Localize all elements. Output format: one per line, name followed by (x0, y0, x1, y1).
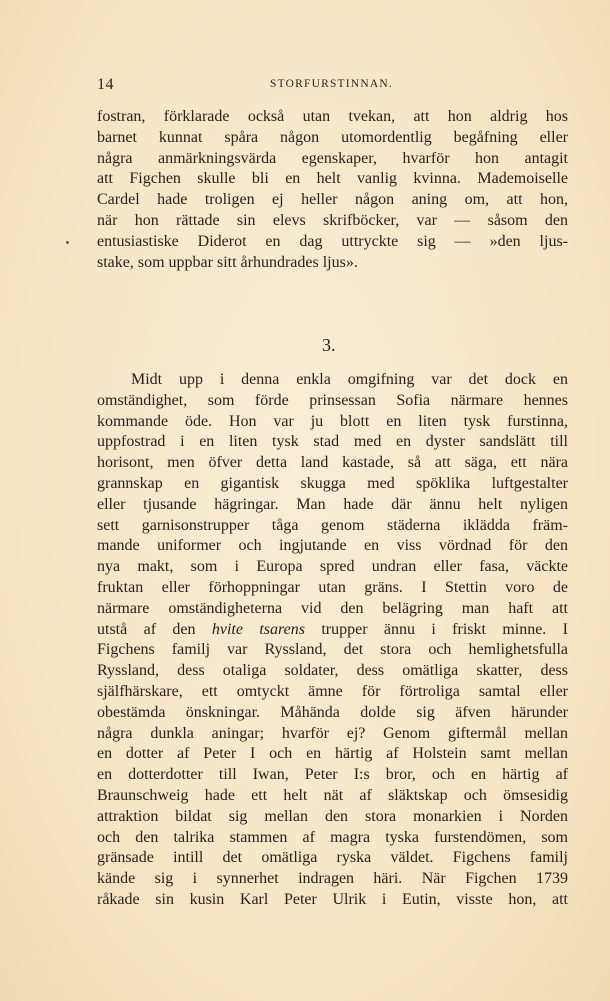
text-line: råkade sin kusin Karl Peter Ulrik i Eutin, visste hon, att (97, 890, 568, 908)
text-line: Figchens familj var Ryssland, det stora och hemlighetsfulla (97, 641, 568, 659)
text-line: och den talrika stammen af magra tyska furstendömen, som (97, 828, 568, 846)
text-line: horisont, men öfver detta land kastade, så att säga, ett nära (97, 454, 568, 472)
text-line: själfhärskare, ett omtyckt ämne för förtroliga samtal eller (97, 682, 568, 700)
text-line: mande uniformer och ingjutande en viss vördnad för den (97, 537, 568, 555)
text-line: fruktan eller förhoppningar utan gräns. I Stettin voro de (97, 578, 568, 596)
text-line: entusiastiske Diderot en dag uttryckte sig — »den ljus- (97, 232, 568, 250)
text-line: närmare omständigheterna vid den belägring man haft att (97, 599, 568, 617)
text-line: kände sig i synnerhet indragen häri. När Figchen 1739 (97, 870, 568, 888)
text-line: kommande öde. Hon var ju blott en liten tysk furstinna, (97, 412, 568, 430)
section-paragraph (97, 370, 568, 911)
italic-phrase: hvite tsarens (211, 620, 305, 638)
text-line: Braunschweig hade ett helt nät af släktskap och ömsesidig (97, 786, 568, 804)
text-line: Midt upp i denna enkla omgifning var det dock en (131, 371, 568, 388)
text-line: en dotter af Peter I och en härtig af Holstein samt mellan (97, 745, 568, 763)
text-line: stake, som uppbar sitt århundrades ljus». (97, 253, 358, 271)
running-head (97, 76, 567, 96)
text-line: sett garnisonstrupper tåga genom städerna iklädda främ- (97, 516, 568, 534)
section-number: 3. (322, 335, 336, 355)
text-line: omständighet, som förde prinsessan Sofia närmare hennes (97, 391, 568, 409)
text-line: attraktion bildat sig mellan den stora monarkien i Norden (97, 807, 568, 825)
text-line: några dunkla aningar; hvarför ej? Genom giftermål mellan (97, 724, 568, 742)
text-line: barnet kunnat spåra någon utomordentlig begåfning eller (97, 128, 568, 146)
text-line: några anmärkningsvärda egenskaper, hvarför hon antagit (97, 149, 568, 167)
text-line: Cardel hade troligen ej heller någon aning om, att hon, (97, 191, 568, 209)
text-line: gränsade intill det omätliga ryska väldet. Figchens familj (97, 849, 568, 867)
text-line: Ryssland, dess otaliga soldater, dess omätliga skatter, dess (97, 662, 568, 680)
margin-speck (66, 241, 69, 244)
text-line: nya makt, som i Europa spred undran eller fasa, väckte (97, 558, 568, 576)
text-line: uppfostrad i en liten tysk stad med en dyster sandslätt till (97, 433, 568, 451)
text-run: trupper ännu i friskt minne. I (304, 620, 568, 638)
page-number: 14 (97, 76, 114, 93)
text-line: när hon rättade sin elevs skrifböcker, var — såsom den (97, 211, 568, 229)
continued-paragraph (97, 107, 568, 273)
text-line: fostran, förklarade också utan tvekan, att hon aldrig hos (97, 108, 568, 125)
text-line: grannskap en gigantisk skugga med spöklika luftgestalter (97, 474, 568, 492)
text-line: obestämda önskningar. Måhända dolde sig äfven härunder (97, 703, 568, 721)
text-line: att Figchen skulle bli en helt vanlig kvinna. Mademoiselle (97, 170, 568, 188)
text-line-with-italic (97, 620, 568, 641)
text-line: eller tjusande hägringar. Man hade där ännu helt nyligen (97, 495, 568, 513)
text-run: utstå af den (97, 620, 212, 638)
running-title: STORFURSTINNAN. (270, 78, 393, 90)
text-line: en dotterdotter till Iwan, Peter I:s bror, och en härtig af (97, 766, 568, 784)
